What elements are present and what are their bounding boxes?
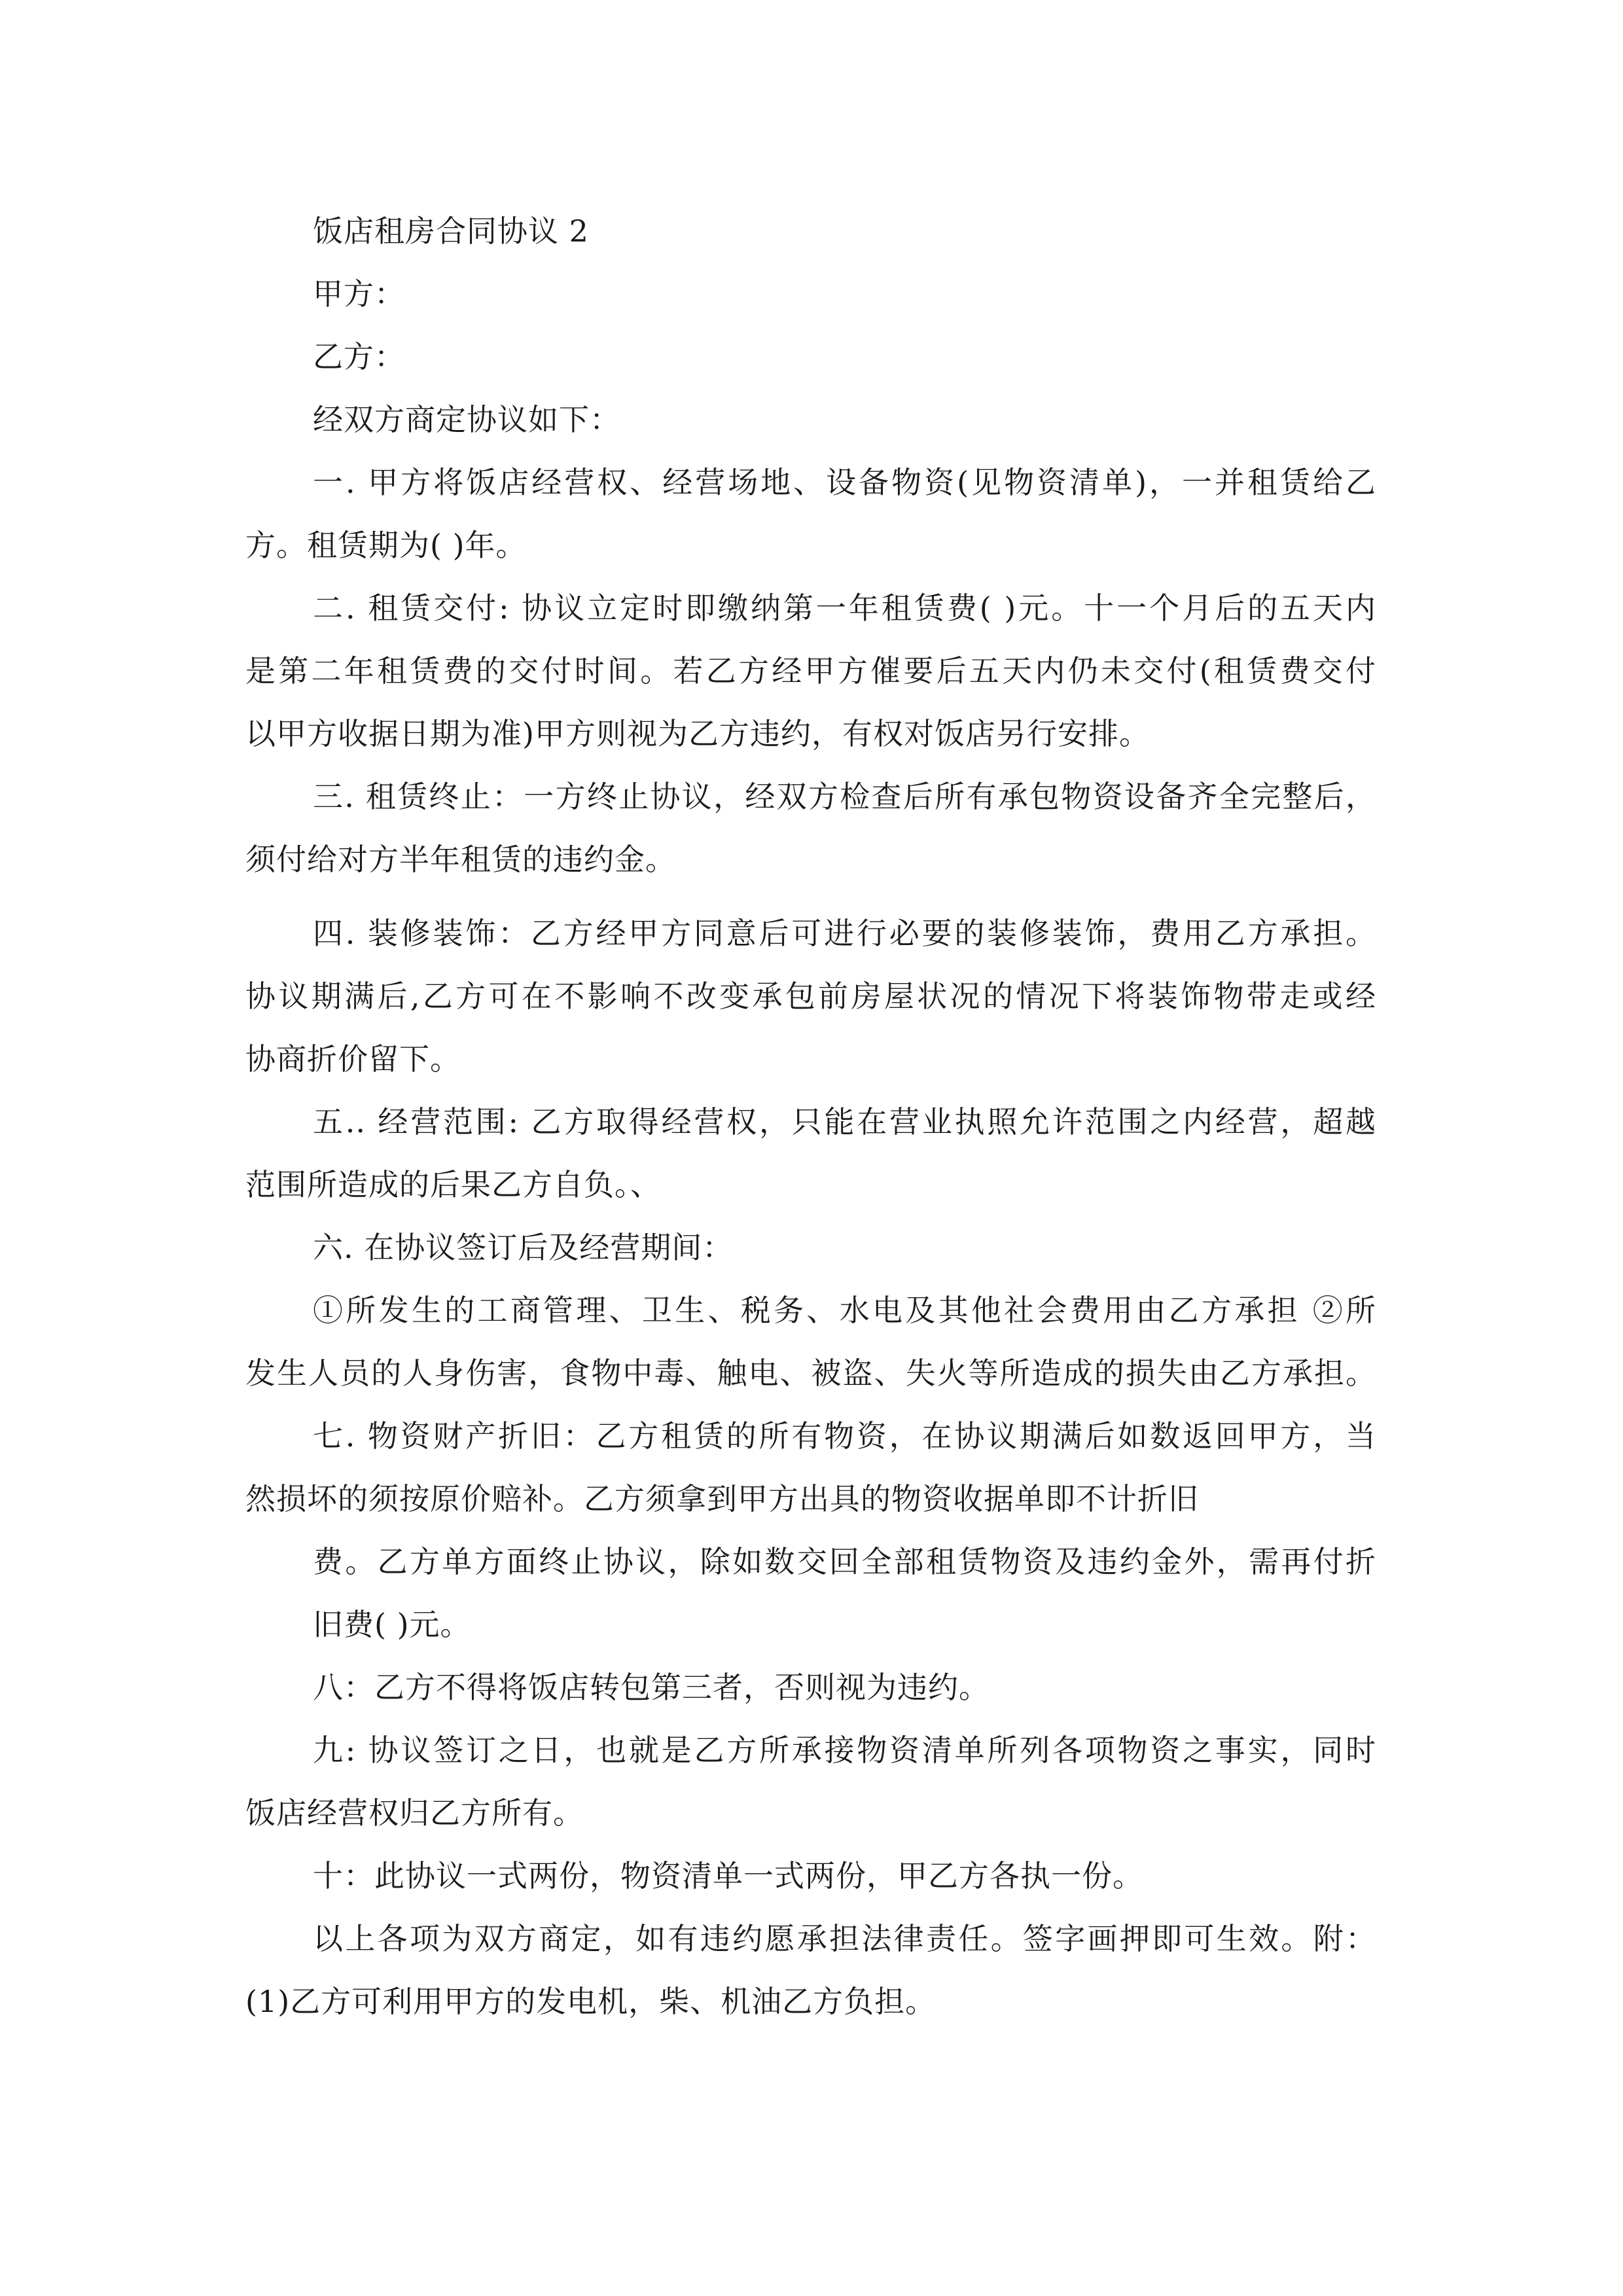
closing-line: 以上各项为双方商定，如有违约愿承担法律责任。签字画押即可生效。附： [313, 1921, 1376, 1956]
clause-6-line: 六. 在协议签订后及经营期间： [313, 1230, 734, 1265]
clause-4-line: 四. 装修装饰：乙方经甲方同意后可进行必要的装修装饰，费用乙方承担。 [313, 916, 1376, 951]
clause-1-line: 一. 甲方将饭店经营权、经营场地、设备物资(见物资清单)，一并租赁给乙 [313, 465, 1376, 500]
clause-6-line: ①所发生的工商管理、卫生、税务、水电及其他社会费用由乙方承担 ②所 [313, 1293, 1376, 1328]
clause-7-line: 然损坏的须按原价赔补。乙方须拿到甲方出具的物资收据单即不计折旧 [245, 1481, 1199, 1516]
clause-3-line: 三. 租赁终止：一方终止协议，经双方检查后所有承包物资设备齐全完整后， [313, 779, 1376, 814]
clause-7-line: 费。乙方单方面终止协议，除如数交回全部租赁物资及违约金外，需再付折 [313, 1544, 1376, 1579]
clause-9-line: 饭店经营权归乙方所有。 [245, 1795, 584, 1831]
clause-7-line: 旧费( )元。 [313, 1607, 471, 1642]
intro-line: 经双方商定协议如下： [313, 402, 620, 437]
clause-4-line: 协议期满后,乙方可在不影响不改变承包前房屋状况的情况下将装饰物带走或经 [245, 978, 1376, 1014]
clause-9-line: 九: 协议签订之日，也就是乙方所承接物资清单所列各项物资之事实，同时 [313, 1732, 1376, 1768]
clause-10-line: 十：此协议一式两份，物资清单一式两份，甲乙方各执一份。 [313, 1858, 1143, 1893]
clause-8-line: 八：乙方不得将饭店转包第三者，否则视为违约。 [313, 1670, 990, 1705]
clause-2-line: 以甲方收据日期为准)甲方则视为乙方违约，有权对饭店另行安排。 [245, 716, 1150, 751]
clause-5-line: 五.. 经营范围: 乙方取得经营权，只能在营业执照允许范围之内经营，超越 [313, 1104, 1376, 1139]
clause-4-line: 协商折价留下。 [245, 1041, 461, 1077]
clause-2-line: 二. 租赁交付: 协议立定时即缴纳第一年租赁费( )元。十一个月后的五天内 [313, 590, 1376, 626]
clause-2-line: 是第二年租赁费的交付时间。若乙方经甲方催要后五天内仍未交付(租赁费交付 [245, 653, 1376, 689]
party-b-label: 乙方： [313, 339, 405, 374]
document-title: 饭店租房合同协议 2 [313, 213, 589, 249]
closing-line: (1)乙方可利用甲方的发电机，柴、机油乙方负担。 [245, 1984, 936, 2019]
clause-7-line: 七. 物资财产折旧：乙方租赁的所有物资，在协议期满后如数返回甲方，当 [313, 1418, 1376, 1454]
clause-6-line: 发生人员的人身伤害，食物中毒、触电、被盗、失火等所造成的损失由乙方承担。 [245, 1355, 1376, 1391]
clause-5-line: 范围所造成的后果乙方自负。、 [245, 1167, 661, 1202]
clause-1-line: 方。租赁期为( )年。 [245, 528, 527, 563]
clause-3-line: 须付给对方半年租赁的违约金。 [245, 842, 676, 877]
party-a-label: 甲方： [313, 276, 405, 312]
